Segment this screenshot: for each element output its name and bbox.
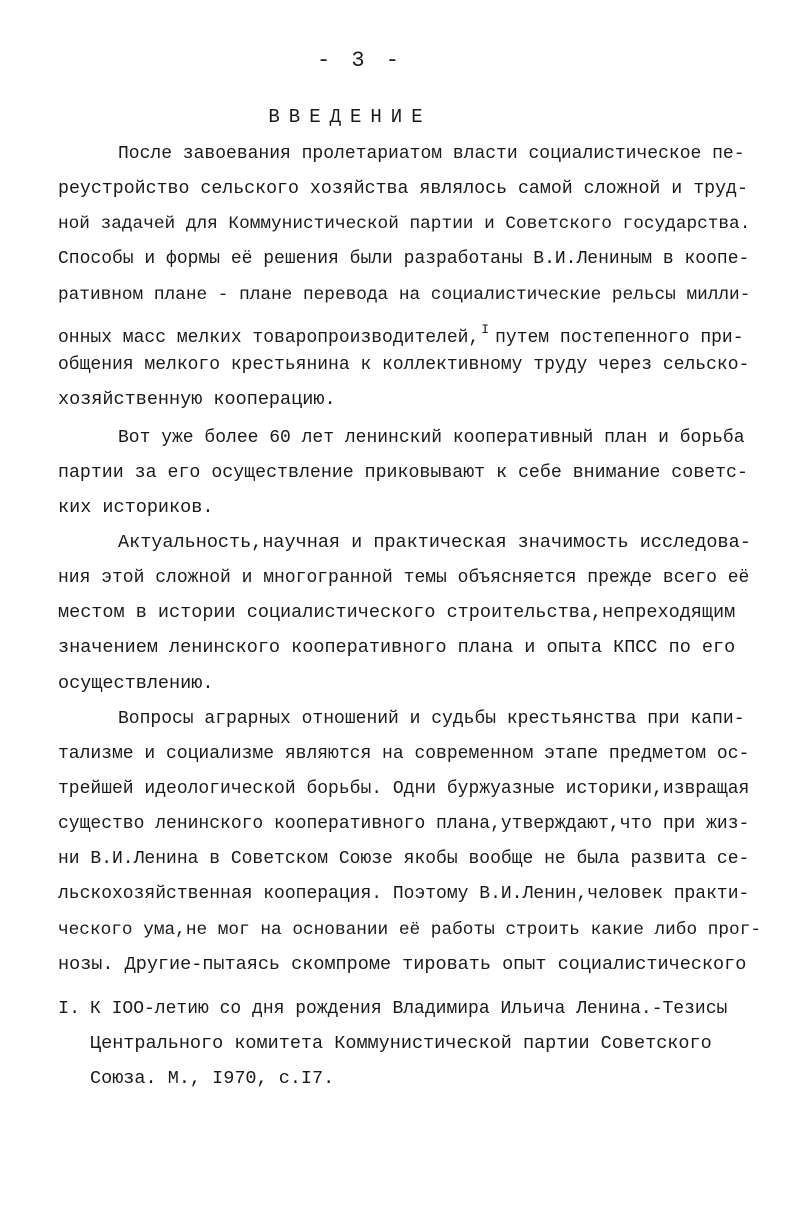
body-line: Способы и формы её решения были разработаны В.И.Лениным в коопе- — [58, 249, 750, 269]
body-line-part: онных масс мелких товаропроизводителей, — [58, 328, 480, 348]
body-line: Вот уже более 60 лет ленинский кооперативный план и борьба — [118, 428, 745, 448]
footnote-reference: I — [481, 322, 490, 337]
body-line: партии за его осуществление приковывают к себе внимание советс- — [58, 463, 748, 483]
body-line: тализме и социализме являются на современном этапе предметом ос- — [58, 744, 750, 764]
footnote-line: К IOO-летию со дня рождения Владимира Ильича Ленина.-Тезисы — [90, 999, 728, 1019]
page-number: - 3 - — [316, 48, 403, 73]
body-line: ких историков. — [58, 497, 214, 518]
footnote-marker: I. — [58, 998, 81, 1019]
body-line: трейшей идеологической борьбы. Одни буржуазные историки,извращая — [58, 779, 750, 799]
body-line: ческого ума,не мог на основании её работы строить какие либо прог- — [58, 920, 762, 940]
body-line: После завоевания пролетариатом власти социалистическое пе- — [118, 144, 745, 164]
body-line: ной задачей для Коммунистической партии и Советского государства. — [58, 214, 751, 234]
body-line: ния этой сложной и многогранной темы объясняется прежде всего её — [58, 568, 750, 588]
body-line: реустройство сельского хозяйства являлось самой сложной и труд- — [58, 179, 748, 199]
footnote-line: Союза. М., I970, с.I7. — [90, 1068, 335, 1089]
body-line: общения мелкого крестьянина к коллективному труду через сельско- — [58, 355, 750, 375]
body-line: нозы. Другие-пытаясь скомпроме тировать опыт социалистического — [58, 954, 747, 975]
body-line: Актуальность,научная и практическая значимость исследова- — [118, 532, 751, 553]
body-line: льскохозяйственная кооперация. Поэтому В.И.Ленин,человек практи- — [58, 884, 750, 904]
footnote-line: Центрального комитета Коммунистической партии Советского — [90, 1033, 712, 1054]
body-line-part: путем постепенного при- — [495, 328, 744, 348]
body-line: существо ленинского кооперативного плана,утверждают,что при жиз- — [58, 814, 750, 834]
body-line: значением ленинского кооперативного плана и опыта КПСС по его — [58, 637, 736, 658]
body-line: осуществлению. — [58, 673, 214, 694]
section-heading: ВВЕДЕНИЕ — [268, 106, 432, 128]
body-line: ни В.И.Ленина в Советском Союзе якобы вообще не была развита се- — [58, 849, 750, 869]
body-line: ративном плане - плане перевода на социалистические рельсы милли- — [58, 285, 751, 305]
body-line — [58, 318, 750, 348]
body-line: Вопросы аграрных отношений и судьбы крестьянства при капи- — [118, 709, 745, 729]
body-line: местом в истории социалистического строительства,непреходящим — [58, 602, 736, 623]
body-line: хозяйственную кооперацию. — [58, 389, 336, 410]
